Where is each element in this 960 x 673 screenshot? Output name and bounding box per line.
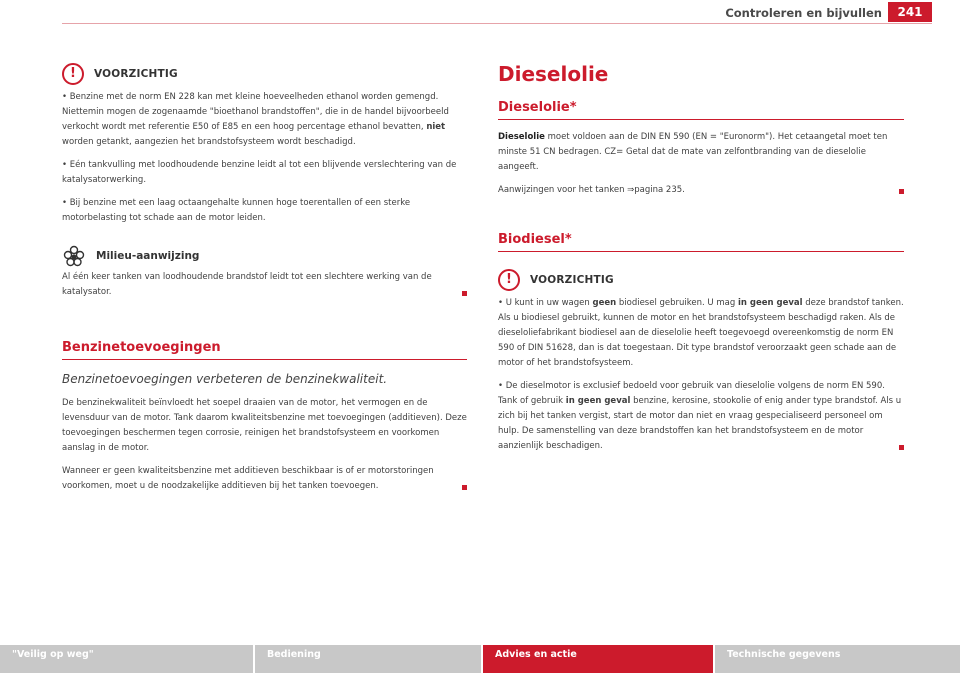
main-heading-dieselolie: Dieselolie (498, 62, 609, 86)
tab-bediening[interactable]: Bediening (255, 645, 481, 673)
section-heading-benzinetoevoegingen: Benzinetoevoegingen (62, 340, 467, 360)
bullet-icon: • (498, 381, 506, 391)
bullet-text: Benzine met de norm EN 228 kan met kleine hoeveelheden ethanol worden gemengd. Niettemin mogen de zogenaamde "bioethanol brandstoffen", die in de handel bijvoorbeeld verkocht wordt met referentie E50 of E85 en een hoog percentage ethanol bevatten, (62, 92, 449, 132)
bullet-icon: • (62, 92, 70, 102)
bullet-text: Bij benzine met een laag octaangehalte kunnen hoge toerentallen of een sterke motorbelasting tot schade aan de motor leiden. (62, 198, 411, 223)
caution-icon: ! (498, 269, 520, 291)
bullet-text: benzine, kerosine, stookolie of enig ander type brandstof. Als u zich bij het tanken vergist, start de motor dan niet en vraag gespecialiseerd personeel om hulp. De samenstelling van deze brandstoffen kan het brandstofsysteem en de motor aanzienlijk beschadigen. (498, 396, 902, 451)
caution-bullet (62, 90, 467, 150)
paragraph: Wanneer er geen kwaliteitsbenzine met additieven beschikbaar is of er motorstoringen voorkomen, moet u de noodzakelijke additieven bij het tanken toevoegen. (62, 464, 467, 494)
chapter-title: Controleren en bijvullen (725, 6, 882, 20)
right-column (498, 62, 904, 454)
tab-veilig-op-weg[interactable]: "Veilig op weg" (0, 645, 253, 673)
environment-heading (62, 244, 467, 268)
emphasis-text: in geen geval (565, 396, 631, 406)
caution-bullet (62, 196, 467, 226)
environment-title: Milieu-aanwijzing (96, 250, 200, 262)
paragraph-reference: Aanwijzingen voor het tanken ⇒pagina 235. (498, 183, 904, 198)
page-number: 241 (888, 2, 932, 22)
caution-heading (498, 268, 904, 292)
emphasis-text: in geen geval (737, 298, 803, 308)
section-lead: Benzinetoevoegingen verbeteren de benzinekwaliteit. (62, 372, 388, 386)
caution-bullet (498, 379, 904, 454)
bullet-text: U kunt in uw wagen (505, 298, 593, 308)
caution-bullet (62, 158, 467, 188)
caution-heading (62, 62, 467, 86)
emphasis-text: niet (426, 122, 446, 132)
caution-bullets (498, 296, 904, 454)
end-mark-icon (899, 445, 904, 450)
paragraph: Dieselolie moet voldoen aan de DIN EN 590 (EN = "Euronorm"). Het cetaangetal moet ten minste 51 CN bedragen. CZ= Getal dat de mate van zelfontbranding van de dieselolie aangeeft. (498, 132, 888, 172)
section-heading-dieselolie: Dieselolie* (498, 100, 904, 120)
caution-title: VOORZICHTIG (530, 274, 614, 286)
end-mark-icon (462, 485, 467, 490)
bullet-text: worden getankt, aangezien het brandstofsysteem wordt beschadigd. (62, 137, 356, 147)
tab-advies-en-actie[interactable]: Advies en actie (483, 645, 713, 673)
bullet-icon: • (62, 198, 70, 208)
tab-technische-gegevens[interactable]: Technische gegevens (715, 645, 960, 673)
paragraph: De benzinekwaliteit beïnvloedt het soepel draaien van de motor, het vermogen en de levensduur van de motor. Tank daarom kwaliteitsbenzine met toevoegingen (additieven). Deze toevoegingen beschermen tegen corrosie, reinigen het brandstofsysteem en voorkomen aanslag in de motor. (62, 398, 467, 453)
bullet-icon: • (62, 160, 70, 170)
bullet-text: biodiesel gebruiken. U mag (616, 298, 738, 308)
emphasis-text: geen (592, 298, 617, 308)
header-divider (62, 23, 932, 24)
caution-icon: ! (62, 63, 84, 85)
flower-icon (62, 244, 86, 268)
bullet-text: deze brandstof tanken. Als u biodiesel gebruikt, kunnen de motor en het brandstofsysteem beschadigd raken. Als de dieseloliefabrikant biodiesel aan de dieselolie heeft toegevoegd overeenkomstig de norm EN 590 of DIN 51628, dan is dat toegestaan. Dit type brandstof veroorzaakt geen schade aan de motor of het brandstofsysteem. (498, 298, 904, 368)
bullet-text: Eén tankvulling met loodhoudende benzine leidt al tot een blijvende verslechtering van de katalysatorwerking. (62, 160, 457, 185)
bullet-text: De dieselmotor is exclusief bedoeld voor gebruik van dieselolie volgens de norm EN 590. Tank of gebruik (498, 381, 885, 406)
bullet-icon: • (498, 298, 506, 308)
caution-bullet (498, 296, 904, 371)
caution-title: VOORZICHTIG (94, 68, 178, 80)
page-header (0, 0, 960, 22)
end-mark-icon (899, 189, 904, 194)
section-heading-biodiesel: Biodiesel* (498, 232, 904, 252)
footer-navigation (0, 645, 960, 673)
environment-text: Al één keer tanken van loodhoudende brandstof leidt tot een slechtere werking van de katalysator. (62, 270, 467, 300)
end-mark-icon (462, 291, 467, 296)
left-column (62, 62, 467, 494)
caution-bullets (62, 90, 467, 226)
